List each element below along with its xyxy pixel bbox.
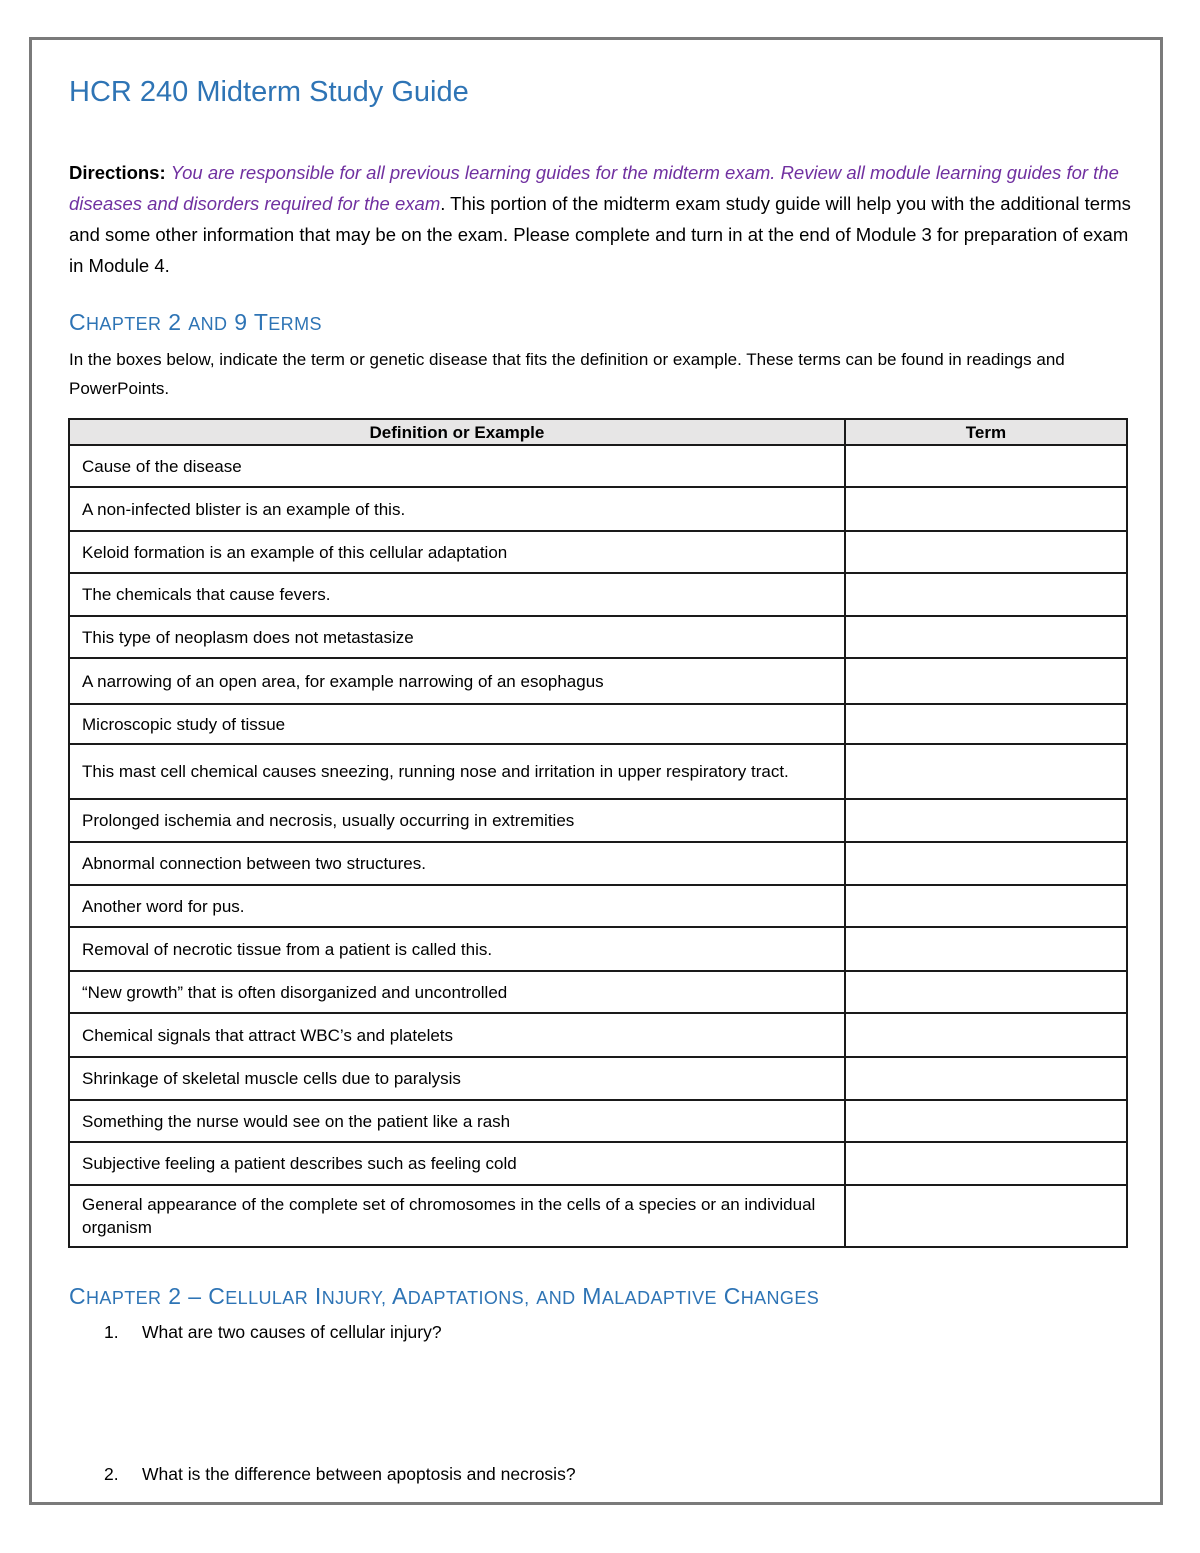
table-header-row — [69, 419, 1127, 445]
definition-cell: A non-infected blister is an example of this. — [69, 487, 845, 531]
definition-cell: Microscopic study of tissue — [69, 704, 845, 744]
table-row — [69, 1142, 1127, 1185]
question-1 — [104, 1322, 442, 1343]
document-title: HCR 240 Midterm Study Guide — [69, 76, 469, 108]
terms-instructions: In the boxes below, indicate the term or genetic disease that fits the definition or example. These terms can be found in readings and PowerPoints. — [69, 350, 1065, 398]
definition-cell: This type of neoplasm does not metastasize — [69, 616, 845, 658]
directions-label: Directions: — [69, 162, 166, 183]
table-row — [69, 744, 1127, 799]
definition-cell: Another word for pus. — [69, 885, 845, 927]
table-row — [69, 885, 1127, 927]
table-row — [69, 1100, 1127, 1142]
term-answer-cell[interactable] — [845, 744, 1127, 799]
term-answer-cell[interactable] — [845, 487, 1127, 531]
term-answer-cell[interactable] — [845, 704, 1127, 744]
table-row — [69, 704, 1127, 744]
term-answer-cell[interactable] — [845, 531, 1127, 573]
table-row — [69, 487, 1127, 531]
table-row — [69, 1013, 1127, 1057]
term-answer-cell[interactable] — [845, 1100, 1127, 1142]
definition-cell: Prolonged ischemia and necrosis, usually occurring in extremities — [69, 799, 845, 842]
question-number: 2. — [104, 1464, 119, 1484]
definition-cell: This mast cell chemical causes sneezing, running nose and irritation in upper respiratory tract. — [69, 744, 845, 799]
term-answer-cell[interactable] — [845, 1013, 1127, 1057]
definition-cell: Shrinkage of skeletal muscle cells due to paralysis — [69, 1057, 845, 1100]
section-heading-terms: CHAPTER 2 AND 9 TERMS — [69, 309, 322, 335]
table-row — [69, 658, 1127, 704]
term-answer-cell[interactable] — [845, 616, 1127, 658]
term-answer-cell[interactable] — [845, 658, 1127, 704]
table-row — [69, 616, 1127, 658]
directions-paragraph — [69, 157, 1144, 281]
definition-cell: Keloid formation is an example of this cellular adaptation — [69, 531, 845, 573]
table-row — [69, 1185, 1127, 1247]
table-row — [69, 842, 1127, 885]
table-row — [69, 445, 1127, 487]
term-answer-cell[interactable] — [845, 885, 1127, 927]
definition-cell: Chemical signals that attract WBC’s and platelets — [69, 1013, 845, 1057]
question-number: 1. — [104, 1322, 119, 1342]
table-row — [69, 971, 1127, 1013]
table-row — [69, 927, 1127, 971]
table-body — [69, 445, 1127, 1247]
definition-cell: General appearance of the complete set of chromosomes in the cells of a species or an individual organism — [69, 1185, 845, 1247]
term-answer-cell[interactable] — [845, 1057, 1127, 1100]
definition-cell: Abnormal connection between two structures. — [69, 842, 845, 885]
table-row — [69, 799, 1127, 842]
definition-cell: The chemicals that cause fevers. — [69, 573, 845, 616]
question-2 — [104, 1464, 576, 1485]
section-heading-chapter2: CHAPTER 2 – CELLULAR INJURY, ADAPTATIONS, AND MALADAPTIVE CHANGES — [69, 1283, 820, 1309]
term-answer-cell[interactable] — [845, 799, 1127, 842]
table-row — [69, 1057, 1127, 1100]
term-answer-cell[interactable] — [845, 573, 1127, 616]
question-text: What are two causes of cellular injury? — [142, 1322, 442, 1342]
column-header-definition: Definition or Example — [69, 419, 845, 445]
question-text: What is the difference between apoptosis and necrosis? — [142, 1464, 576, 1484]
definition-cell: “New growth” that is often disorganized and uncontrolled — [69, 971, 845, 1013]
term-answer-cell[interactable] — [845, 842, 1127, 885]
definition-cell: Cause of the disease — [69, 445, 845, 487]
term-answer-cell[interactable] — [845, 1142, 1127, 1185]
definition-cell: Removal of necrotic tissue from a patient is called this. — [69, 927, 845, 971]
term-answer-cell[interactable] — [845, 1185, 1127, 1247]
term-answer-cell[interactable] — [845, 927, 1127, 971]
directions-emphasis: You are responsible for all previous learning guides for the midterm exam. Review all module learning guides for the diseases and disorders required for the exam — [69, 162, 1119, 214]
definition-cell: Something the nurse would see on the patient like a rash — [69, 1100, 845, 1142]
directions-rest: . This portion of the midterm exam study guide will help you with the additional terms and some other information that may be on the exam. Please complete and turn in at the end of Module 3 for preparation of exam in Module 4. — [69, 193, 1131, 276]
definition-cell: Subjective feeling a patient describes such as feeling cold — [69, 1142, 845, 1185]
column-header-term: Term — [845, 419, 1127, 445]
table-row — [69, 573, 1127, 616]
term-answer-cell[interactable] — [845, 971, 1127, 1013]
term-answer-cell[interactable] — [845, 445, 1127, 487]
table-row — [69, 531, 1127, 573]
definition-cell: A narrowing of an open area, for example narrowing of an esophagus — [69, 658, 845, 704]
terms-table — [68, 418, 1128, 1248]
